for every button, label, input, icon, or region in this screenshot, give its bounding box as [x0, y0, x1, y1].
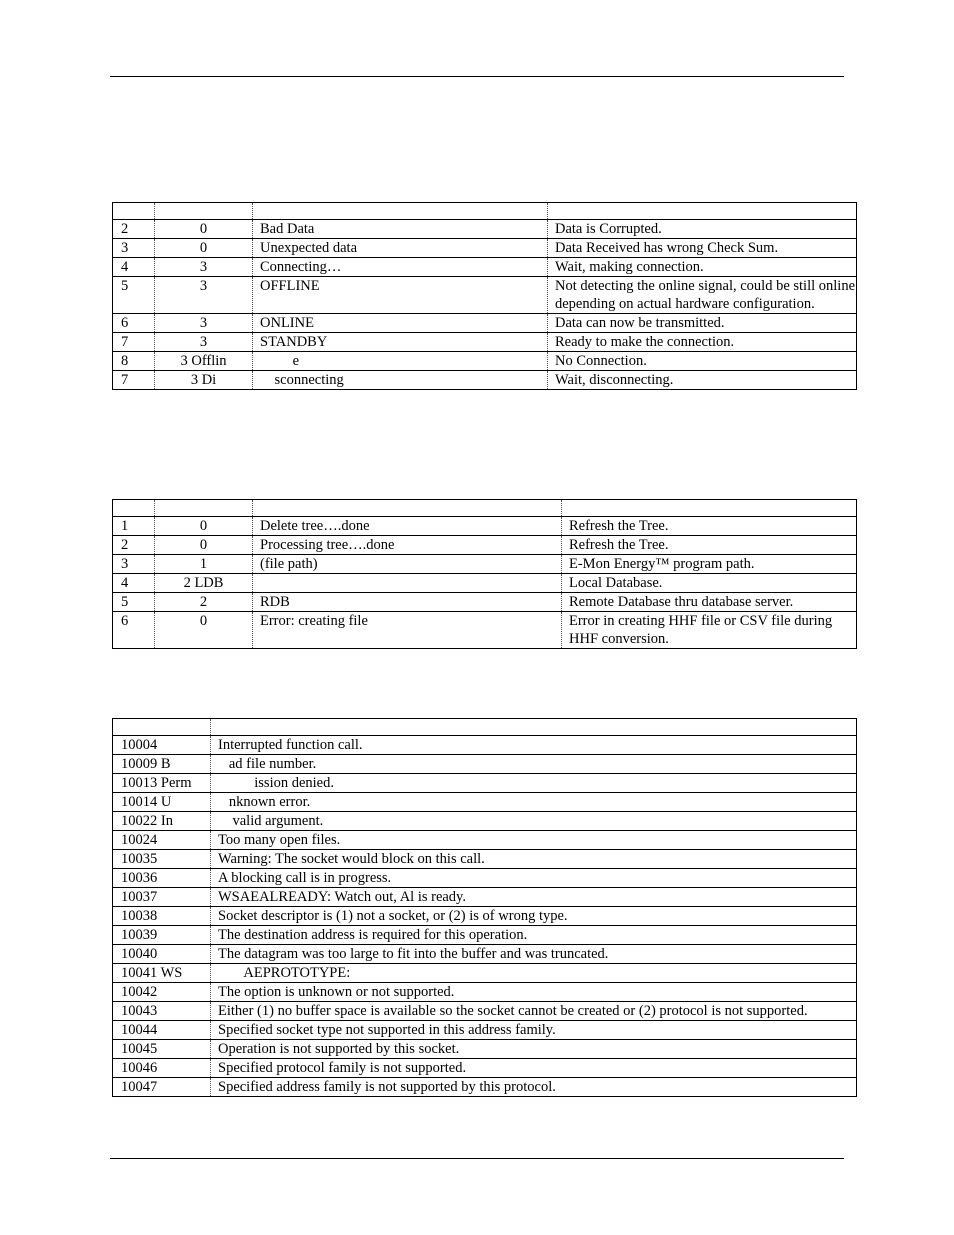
header-cell: [113, 719, 211, 736]
table-cell: 3: [155, 314, 253, 333]
table-cell: 3: [113, 555, 155, 574]
header-cell: [211, 719, 857, 736]
table-row: [113, 593, 857, 612]
table-cell: Too many open files.: [211, 831, 857, 850]
table-cell: 0: [155, 517, 253, 536]
header-cell: [113, 500, 155, 517]
table-cell: (file path): [253, 555, 562, 574]
table-cell: 10038: [113, 907, 211, 926]
status-table: [112, 202, 857, 390]
table-cell: WSAEALREADY: Watch out, Al is ready.: [211, 888, 857, 907]
table-cell: Ready to make the connection.: [548, 333, 857, 352]
table-cell: 10037: [113, 888, 211, 907]
table-cell: Not detecting the online signal, could be still online depending on actual hardware configuration.: [548, 277, 857, 314]
table-row: [113, 1078, 857, 1097]
table-cell: 10004: [113, 736, 211, 755]
table-cell: RDB: [253, 593, 562, 612]
table-cell: A blocking call is in progress.: [211, 869, 857, 888]
table-cell: The option is unknown or not supported.: [211, 983, 857, 1002]
table-cell: Either (1) no buffer space is available so the socket cannot be created or (2) protocol is not supported.: [211, 1002, 857, 1021]
table-cell: 3: [155, 258, 253, 277]
table-row: [113, 983, 857, 1002]
table-row: [113, 736, 857, 755]
status-table-body: [113, 203, 857, 390]
table-cell: Wait, making connection.: [548, 258, 857, 277]
tree-messages-table: [112, 499, 857, 649]
table-row: [113, 1040, 857, 1059]
table-cell: ad file number.: [211, 755, 857, 774]
table-cell: Connecting…: [253, 258, 548, 277]
table-row: [113, 612, 857, 649]
table-cell: sconnecting: [253, 371, 548, 390]
table-cell: STANDBY: [253, 333, 548, 352]
table-cell: Error in creating HHF file or CSV file during HHF conversion.: [562, 612, 857, 649]
table-cell: 4: [113, 258, 155, 277]
table-cell: 7: [113, 371, 155, 390]
table-cell: Unexpected data: [253, 239, 548, 258]
table-row: [113, 812, 857, 831]
header-rule: [110, 76, 844, 77]
table-cell: 5: [113, 277, 155, 314]
table-cell: 1: [113, 517, 155, 536]
footer-rule: [110, 1158, 844, 1159]
table-cell: 10047: [113, 1078, 211, 1097]
table-row: [113, 869, 857, 888]
table-cell: 0: [155, 220, 253, 239]
table-row: [113, 277, 857, 314]
table-cell: Wait, disconnecting.: [548, 371, 857, 390]
table-cell: 6: [113, 314, 155, 333]
table-cell: Specified socket type not supported in this address family.: [211, 1021, 857, 1040]
table-row: [113, 774, 857, 793]
table-row: [113, 574, 857, 593]
table-row: [113, 555, 857, 574]
table-row: [113, 220, 857, 239]
table-cell: Error: creating file: [253, 612, 562, 649]
header-cell: [113, 203, 155, 220]
table-cell: E-Mon Energy™ program path.: [562, 555, 857, 574]
table-cell: 4: [113, 574, 155, 593]
table-row: [113, 755, 857, 774]
header-cell: [253, 203, 548, 220]
table-row: [113, 907, 857, 926]
socket-error-table-body: [113, 719, 857, 1097]
table-row: [113, 352, 857, 371]
table-row: [113, 850, 857, 869]
table-cell: 0: [155, 612, 253, 649]
table-cell: Delete tree….done: [253, 517, 562, 536]
table-cell: 10041 WS: [113, 964, 211, 983]
table-cell: 10043: [113, 1002, 211, 1021]
table-cell: 10014 U: [113, 793, 211, 812]
table-cell: No Connection.: [548, 352, 857, 371]
table-cell: Specified protocol family is not supported.: [211, 1059, 857, 1078]
header-cell: [562, 500, 857, 517]
table-cell: Interrupted function call.: [211, 736, 857, 755]
table-cell: The destination address is required for this operation.: [211, 926, 857, 945]
table-cell: 3 Di: [155, 371, 253, 390]
table-cell: Local Database.: [562, 574, 857, 593]
table-cell: Remote Database thru database server.: [562, 593, 857, 612]
table-cell: AEPROTOTYPE:: [211, 964, 857, 983]
table-cell: 10036: [113, 869, 211, 888]
table-cell: 10024: [113, 831, 211, 850]
table-cell: 3: [113, 239, 155, 258]
table-row: [113, 964, 857, 983]
table-cell: Data can now be transmitted.: [548, 314, 857, 333]
table-cell: Refresh the Tree.: [562, 517, 857, 536]
table-cell: ONLINE: [253, 314, 548, 333]
table-cell: Processing tree….done: [253, 536, 562, 555]
table-row: [113, 926, 857, 945]
table-cell: Bad Data: [253, 220, 548, 239]
table-cell: 5: [113, 593, 155, 612]
header-cell: [548, 203, 857, 220]
table-row: [113, 371, 857, 390]
socket-error-table: [112, 718, 857, 1097]
table-row: [113, 1002, 857, 1021]
table-cell: 10040: [113, 945, 211, 964]
table-cell: [253, 574, 562, 593]
table-row: [113, 1021, 857, 1040]
table-cell: valid argument.: [211, 812, 857, 831]
header-cell: [155, 203, 253, 220]
table-cell: 10044: [113, 1021, 211, 1040]
table-row: [113, 1059, 857, 1078]
table-cell: Operation is not supported by this socket.: [211, 1040, 857, 1059]
header-cell: [155, 500, 253, 517]
tree-messages-table-body: [113, 500, 857, 649]
table-cell: 2: [113, 220, 155, 239]
table-cell: The datagram was too large to fit into the buffer and was truncated.: [211, 945, 857, 964]
table-cell: nknown error.: [211, 793, 857, 812]
table-cell: Socket descriptor is (1) not a socket, or (2) is of wrong type.: [211, 907, 857, 926]
table-cell: 0: [155, 536, 253, 555]
table-row: [113, 333, 857, 352]
table-cell: 2 LDB: [155, 574, 253, 593]
table-cell: Specified address family is not supported by this protocol.: [211, 1078, 857, 1097]
table-cell: Data Received has wrong Check Sum.: [548, 239, 857, 258]
table-cell: 0: [155, 239, 253, 258]
table-cell: 10013 Perm: [113, 774, 211, 793]
table-row: [113, 517, 857, 536]
table-cell: 3 Offlin: [155, 352, 253, 371]
table-row: [113, 831, 857, 850]
table-cell: 10009 B: [113, 755, 211, 774]
table-row: [113, 314, 857, 333]
table-row: [113, 536, 857, 555]
table-cell: e: [253, 352, 548, 371]
table-cell: Data is Corrupted.: [548, 220, 857, 239]
table-cell: 10046: [113, 1059, 211, 1078]
table-cell: Refresh the Tree.: [562, 536, 857, 555]
table-cell: 10045: [113, 1040, 211, 1059]
table-cell: 6: [113, 612, 155, 649]
table-cell: 10039: [113, 926, 211, 945]
table-cell: 10042: [113, 983, 211, 1002]
table-header-row: [113, 719, 857, 736]
header-cell: [253, 500, 562, 517]
table-cell: 2: [155, 593, 253, 612]
table-row: [113, 258, 857, 277]
table-row: [113, 888, 857, 907]
table-row: [113, 239, 857, 258]
table-cell: 3: [155, 277, 253, 314]
table-cell: 1: [155, 555, 253, 574]
table-cell: Warning: The socket would block on this call.: [211, 850, 857, 869]
table-header-row: [113, 500, 857, 517]
table-cell: 10035: [113, 850, 211, 869]
table-row: [113, 793, 857, 812]
table-cell: ission denied.: [211, 774, 857, 793]
table-header-row: [113, 203, 857, 220]
table-cell: 8: [113, 352, 155, 371]
table-cell: 10022 In: [113, 812, 211, 831]
table-cell: 3: [155, 333, 253, 352]
table-cell: OFFLINE: [253, 277, 548, 314]
table-row: [113, 945, 857, 964]
table-cell: 2: [113, 536, 155, 555]
table-cell: 7: [113, 333, 155, 352]
